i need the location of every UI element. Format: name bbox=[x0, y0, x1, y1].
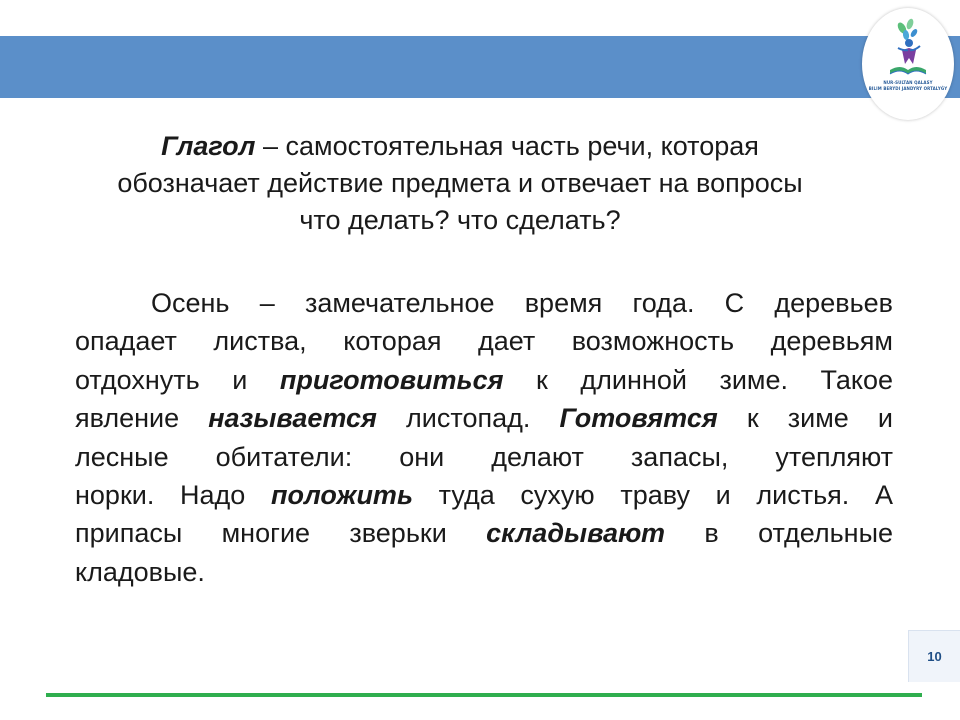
definition-term: Глагол bbox=[161, 131, 256, 161]
header-band bbox=[0, 36, 960, 98]
definition-line-2: обозначает действие предмета и отвечает на вопросы bbox=[117, 168, 803, 198]
highlighted-verb: Готовятся bbox=[559, 403, 718, 434]
text-segment: в отдельные bbox=[665, 518, 893, 549]
footer-rule bbox=[46, 693, 922, 697]
paragraph-line bbox=[75, 361, 893, 399]
definition-line-3: что делать? что сделать? bbox=[299, 205, 621, 235]
text-segment: отдохнуть и bbox=[75, 364, 280, 395]
paragraph-line: лесные обитатели: они делают запасы, утепляют bbox=[75, 441, 893, 472]
logo-caption-line2: BILIM BERÝDI JANDYRÝ ORTALYǴY bbox=[868, 86, 948, 91]
text-segment: туда сухую траву и листья. А bbox=[412, 480, 893, 511]
paragraph-line bbox=[75, 476, 893, 514]
text-segment: листопад. bbox=[376, 403, 560, 434]
highlighted-verb: называется bbox=[208, 403, 377, 434]
definition bbox=[30, 128, 890, 239]
definition-line-1 bbox=[30, 128, 890, 165]
text-segment: к длинной зиме. Такое bbox=[503, 364, 893, 395]
paragraph-line bbox=[75, 399, 893, 437]
text-segment: к зиме и bbox=[717, 403, 893, 434]
paragraph-line: Осень – замечательное время года. С деревьев bbox=[151, 288, 893, 318]
university-logo-icon bbox=[862, 8, 954, 120]
paragraph-line: опадает листва, которая дает возможность деревьям bbox=[75, 326, 893, 357]
example-paragraph bbox=[75, 284, 893, 591]
text-segment: явление bbox=[75, 403, 209, 434]
text-segment: припасы многие зверьки bbox=[75, 518, 487, 549]
text-segment: норки. Надо bbox=[75, 480, 271, 511]
highlighted-verb: складывают bbox=[486, 518, 666, 549]
logo-caption-line1: NUR-SULTAN QALASY bbox=[883, 80, 933, 85]
logo bbox=[862, 8, 954, 120]
highlighted-verb: приготовиться bbox=[279, 364, 504, 395]
definition-line-1-text: – самостоятельная часть речи, которая bbox=[255, 131, 759, 161]
highlighted-verb: положить bbox=[271, 480, 413, 511]
paragraph-line bbox=[75, 514, 893, 552]
paragraph-line: кладовые. bbox=[75, 556, 205, 587]
page-number: 10 bbox=[908, 630, 960, 682]
